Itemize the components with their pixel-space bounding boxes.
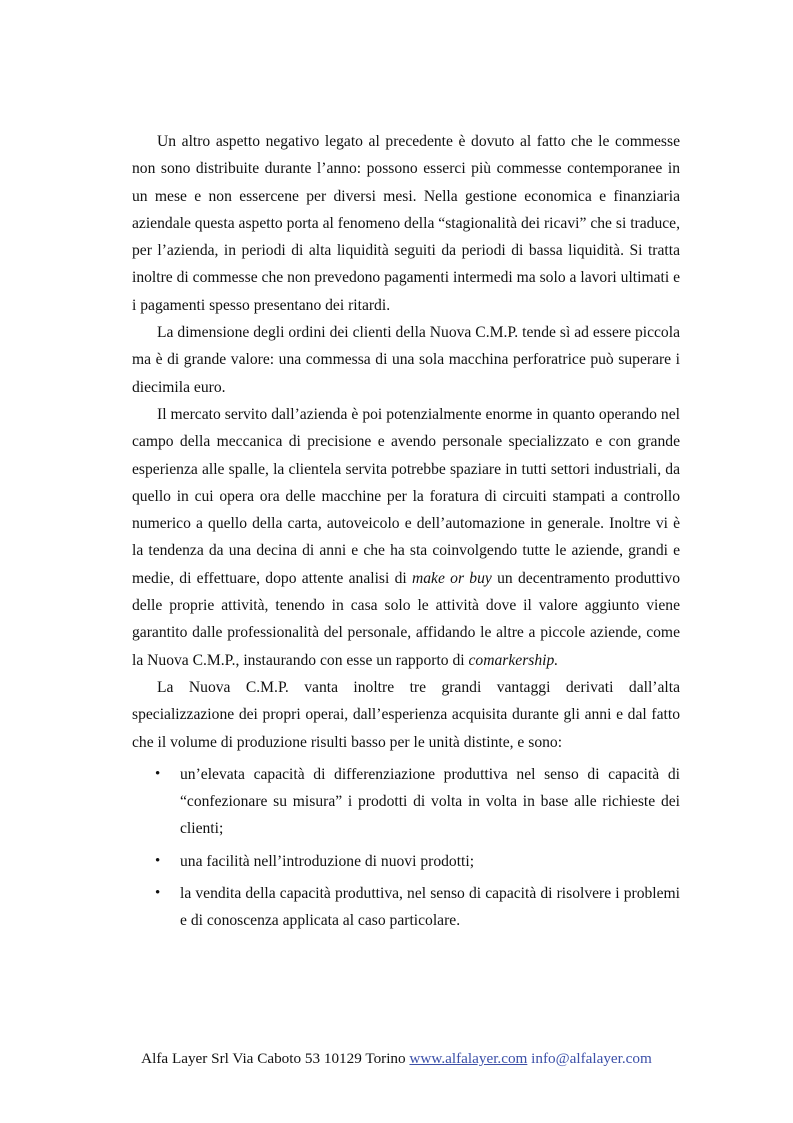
footer-company-address: Alfa Layer Srl Via Caboto 53 10129 Torino — [141, 1050, 406, 1067]
advantages-list — [132, 761, 680, 935]
footer-website-link[interactable]: www.alfalayer.com — [409, 1050, 528, 1067]
bullet-icon: • — [155, 852, 161, 869]
paragraph — [132, 319, 680, 401]
list-item — [132, 848, 680, 875]
paragraph-text: Un altro aspetto negativo legato al precedente è dovuto al fatto che le commesse non sono distribuite durante l’anno: possono esserci più commesse contemporanee in un mese e non essercene per diversi mesi. Nella gestione economica e finanziaria aziendale questa aspetto porta al fenomeno della “stagionalità dei ricavi” che si traduce, per l’azienda, in periodi di alta liquidità seguiti da periodi di bassa liquidità. Si tratta inoltre di commesse che non prevedono pagamenti intermedi ma solo a lavori ultimati e i pagamenti spesso presentano dei ritardi. — [132, 133, 680, 314]
paragraph-text: Il mercato servito dall’azienda è poi potenzialmente enorme in quanto operando nel campo della meccanica di precisione e avendo personale specializzato e con grande esperienza alle spalle, la clientela servita potrebbe spaziare in tutti settori industriali, da quello in cui opera ora delle macchine per la foratura di circuiti stampati a controllo numerico a quello della carta, autoveicolo e dell’automazione in generale. Inoltre vi è la tendenza da una decina di anni e che ha sta coinvolgendo tutte le aziende, grandi e medie, di effettuare, dopo attente analisi di — [132, 405, 680, 587]
list-item — [132, 880, 680, 935]
body-text — [132, 128, 680, 935]
page-footer — [0, 1049, 793, 1069]
footer-email-link[interactable]: info@alfalayer.com — [531, 1050, 652, 1067]
list-item-text: una facilità nell’introduzione di nuovi prodotti; — [180, 852, 475, 870]
bullet-icon: • — [155, 885, 161, 902]
paragraph-text: La Nuova C.M.P. vanta inoltre tre grandi vantaggi derivati dall’alta specializzazione dei propri operai, dall’esperienza acquisita durante gli anni e dal fatto che il volume di produzione risulti basso per le unità distinte, e sono: — [132, 678, 680, 751]
paragraph-text: un decentramento produttivo delle proprie attività, tenendo in casa solo le attività dove il valore aggiunto viene garantito dalle professionalità del personale, affidando le altre a piccole aziende, come la Nuova C.M.P., instaurando con esse un rapporto di — [132, 569, 681, 669]
list-item — [132, 761, 680, 843]
paragraph-text: La dimensione degli ordini dei clienti della Nuova C.M.P. tende sì ad essere piccola ma è di grande valore: una commessa di una sola macchina perforatrice può superare i diecimila euro. — [132, 324, 680, 396]
paragraph — [132, 128, 680, 319]
italic-term: comarkership. — [468, 651, 559, 669]
paragraph — [132, 674, 680, 756]
bullet-icon: • — [155, 765, 161, 782]
list-item-text: la vendita della capacità produttiva, nel senso di capacità di risolvere i problemi e di conoscenza applicata al caso particolare. — [180, 885, 680, 930]
list-item-text: un’elevata capacità di differenziazione produttiva nel senso di capacità di “confezionare su misura” i prodotti di volta in volta in base alle richieste dei clienti; — [180, 765, 680, 838]
paragraph — [132, 401, 680, 674]
italic-term: make or buy — [411, 569, 492, 587]
